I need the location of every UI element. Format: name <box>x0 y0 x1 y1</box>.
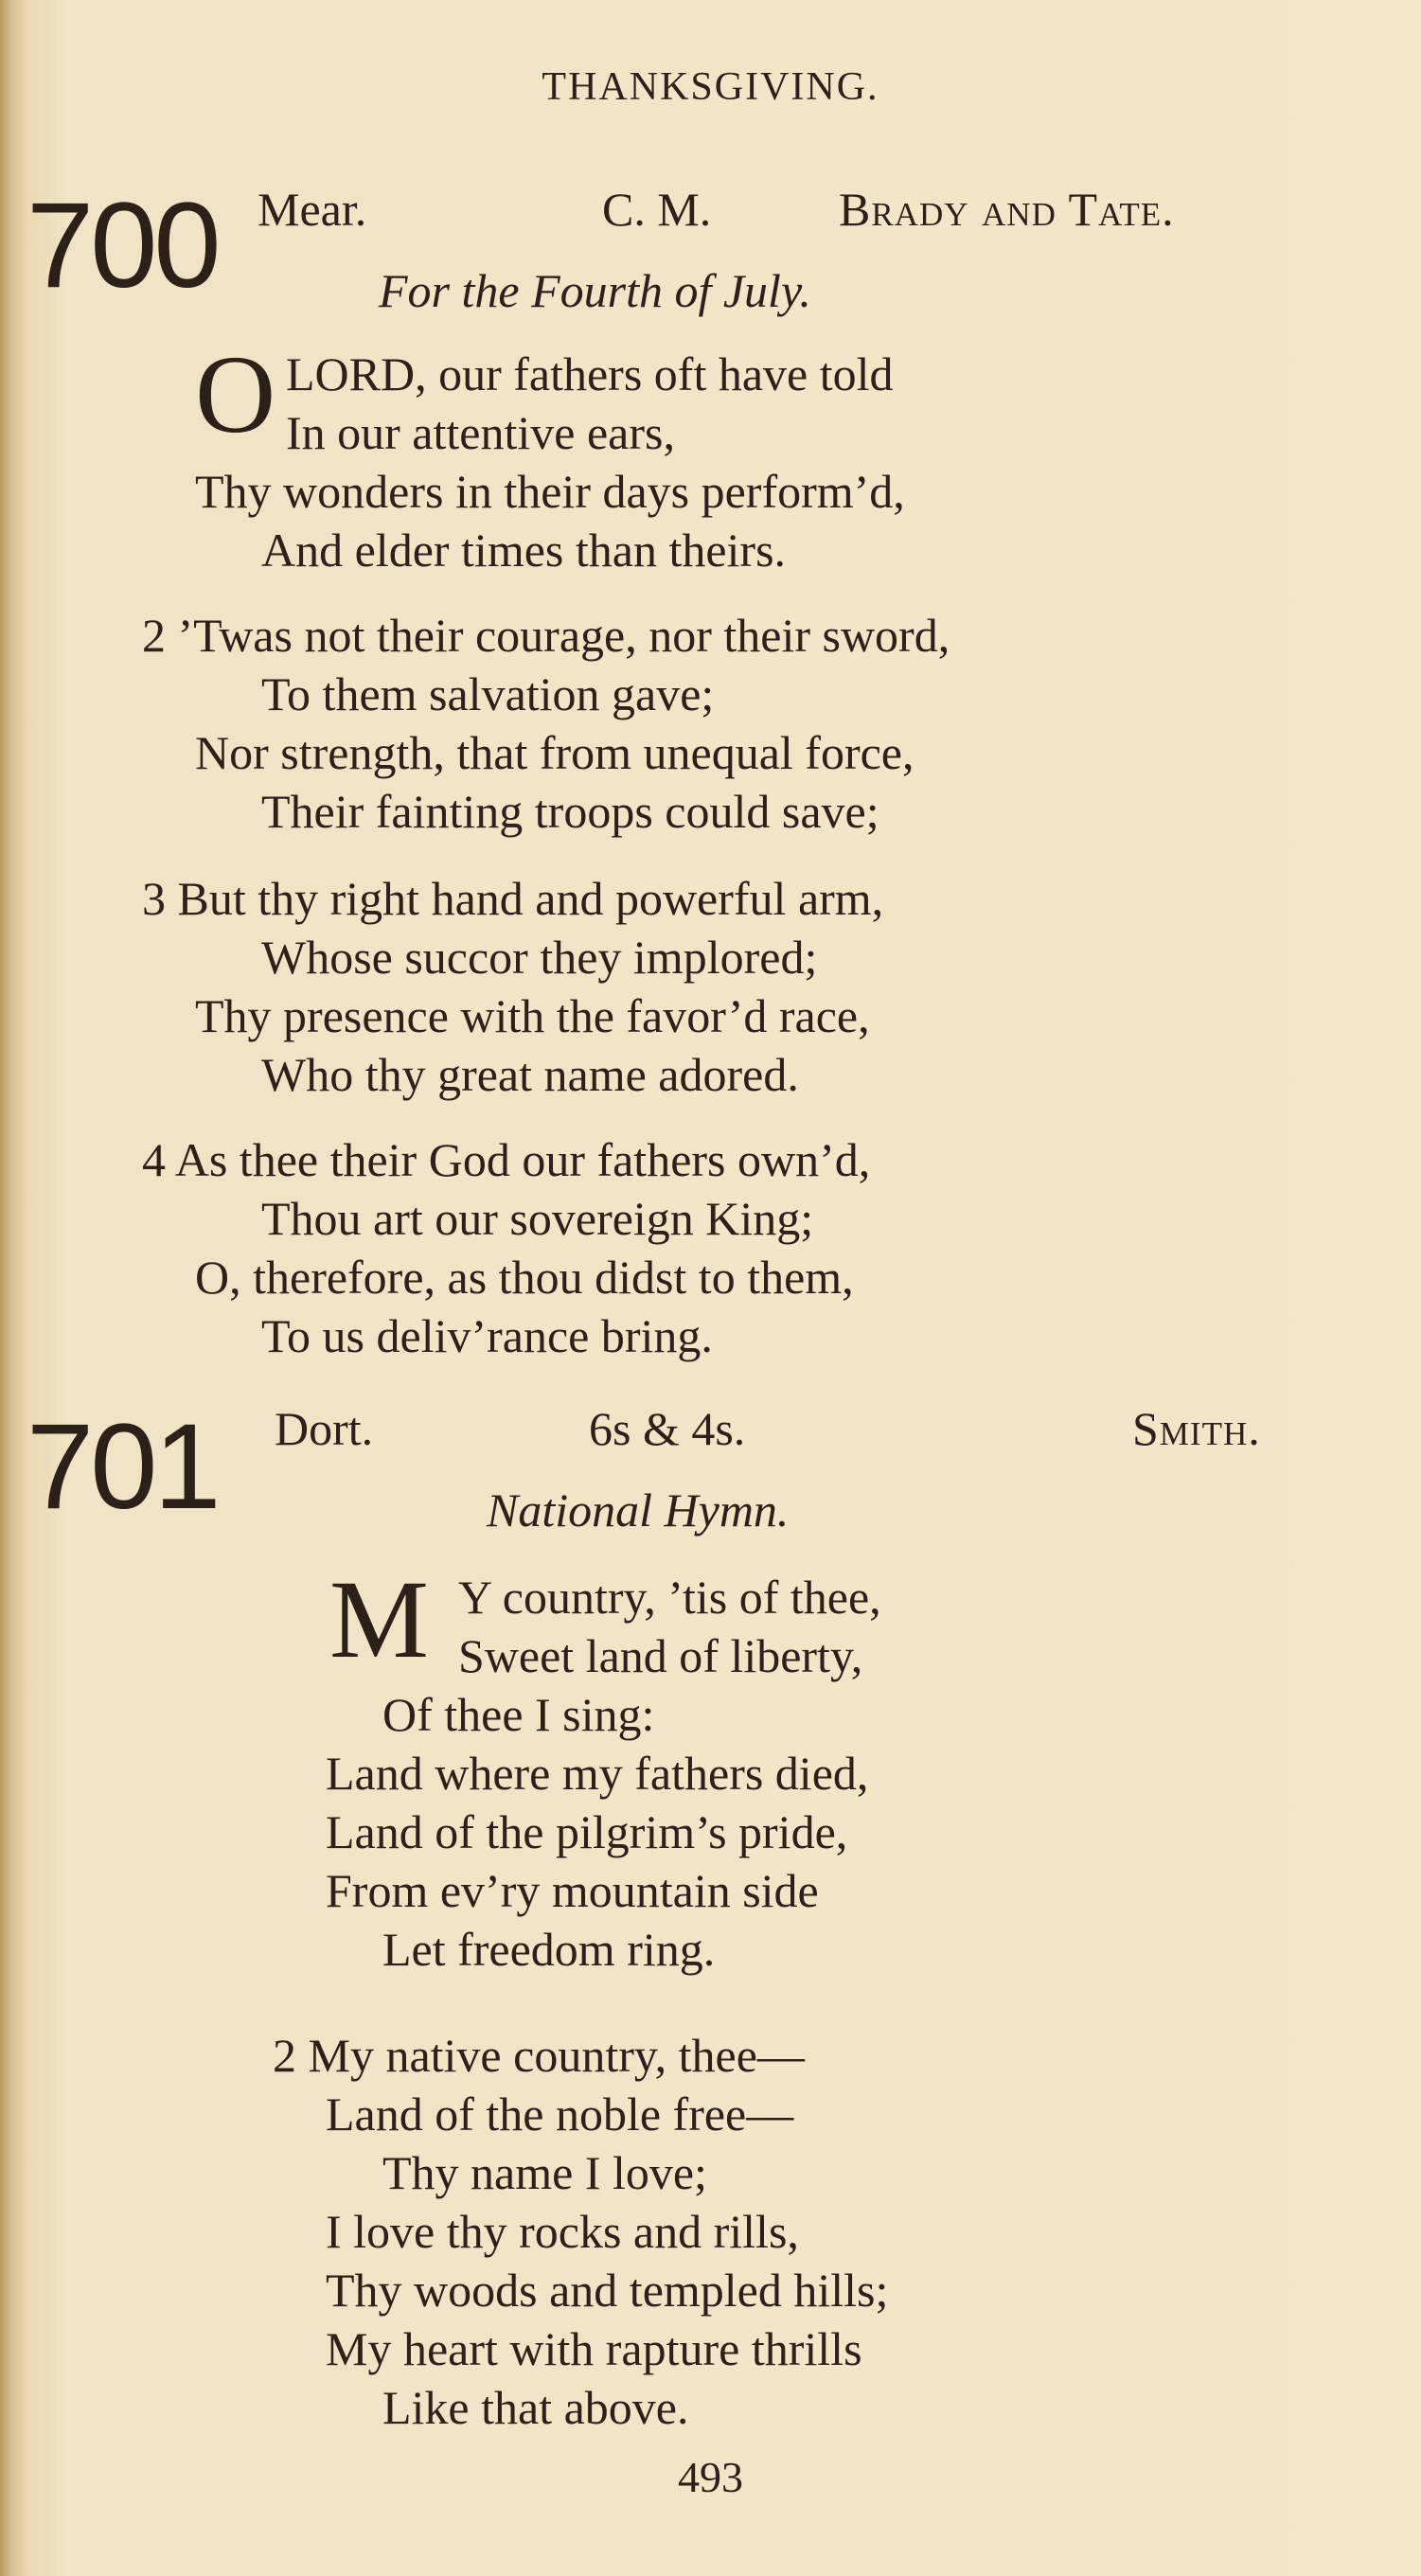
author: Smith. <box>1132 1402 1261 1455</box>
verse-line: Whose succor they implored; <box>261 931 818 984</box>
verse-line: Nor strength, that from unequal force, <box>195 726 915 779</box>
verse-line: Land of the noble free— <box>326 2087 794 2141</box>
meter: C. M. <box>602 183 712 236</box>
verse-line: Thy wonders in their days perform’d, <box>195 465 905 518</box>
hymn-subtitle: National Hymn. <box>487 1483 790 1537</box>
hymn-subtitle: For the Fourth of July. <box>379 264 811 317</box>
verse-line: LORD, our fathers oft have told <box>286 347 894 400</box>
verse-line: To us deliv’rance bring. <box>261 1309 713 1362</box>
meter: 6s & 4s. <box>589 1402 746 1455</box>
verse-line: From ev’ry mountain side <box>326 1864 819 1917</box>
verse-line: I love thy rocks and rills, <box>326 2205 799 2258</box>
author: Brady and Tate. <box>839 183 1175 236</box>
verse-line: Like that above. <box>382 2381 689 2434</box>
drop-cap: O <box>195 332 276 456</box>
verse-line: In our attentive ears, <box>286 406 675 459</box>
tune-name: Dort. <box>275 1402 374 1455</box>
verse-line: Y country, ’tis of thee, <box>458 1571 881 1624</box>
hymn-number: 700 <box>27 178 218 313</box>
verse-line: And elder times than theirs. <box>261 524 787 577</box>
hymn-meta <box>0 182 1421 239</box>
verse-line: Thou art our sovereign King; <box>261 1192 814 1245</box>
page-header: THANKSGIVING. <box>542 65 879 109</box>
verse-line: Thy woods and templed hills; <box>326 2264 889 2317</box>
page-number: 493 <box>678 2453 743 2501</box>
verse-line: Of thee I sing: <box>382 1688 655 1741</box>
verse-line: Their fainting troops could save; <box>261 785 879 838</box>
verse-line: O, therefore, as thou didst to them, <box>195 1251 854 1304</box>
verse-line: 4 As thee their God our fathers own’d, <box>142 1133 871 1186</box>
verse-line: Land of the pilgrim’s pride, <box>326 1805 848 1858</box>
verse-line: 2 ’Twas not their courage, nor their sword, <box>142 609 950 662</box>
drop-cap: M <box>329 1557 429 1681</box>
verse-line: Thy presence with the favor’d race, <box>195 989 870 1042</box>
verse-line: 2 My native country, thee— <box>273 2029 805 2082</box>
hymn-meta <box>0 1401 1421 1458</box>
hymn-number: 701 <box>27 1399 218 1535</box>
verse-line: To them salvation gave; <box>261 667 715 720</box>
verse-line: Sweet land of liberty, <box>458 1629 863 1682</box>
tune-name: Mear. <box>258 183 367 236</box>
verse-line: Land where my fathers died, <box>326 1747 869 1800</box>
verse-line: Let freedom ring. <box>382 1923 716 1976</box>
verse-line: 3 But thy right hand and powerful arm, <box>142 872 884 925</box>
verse-line: Thy name I love; <box>382 2146 707 2199</box>
verse-line: My heart with rapture thrills <box>326 2322 862 2375</box>
verse-line: Who thy great name adored. <box>261 1048 799 1101</box>
